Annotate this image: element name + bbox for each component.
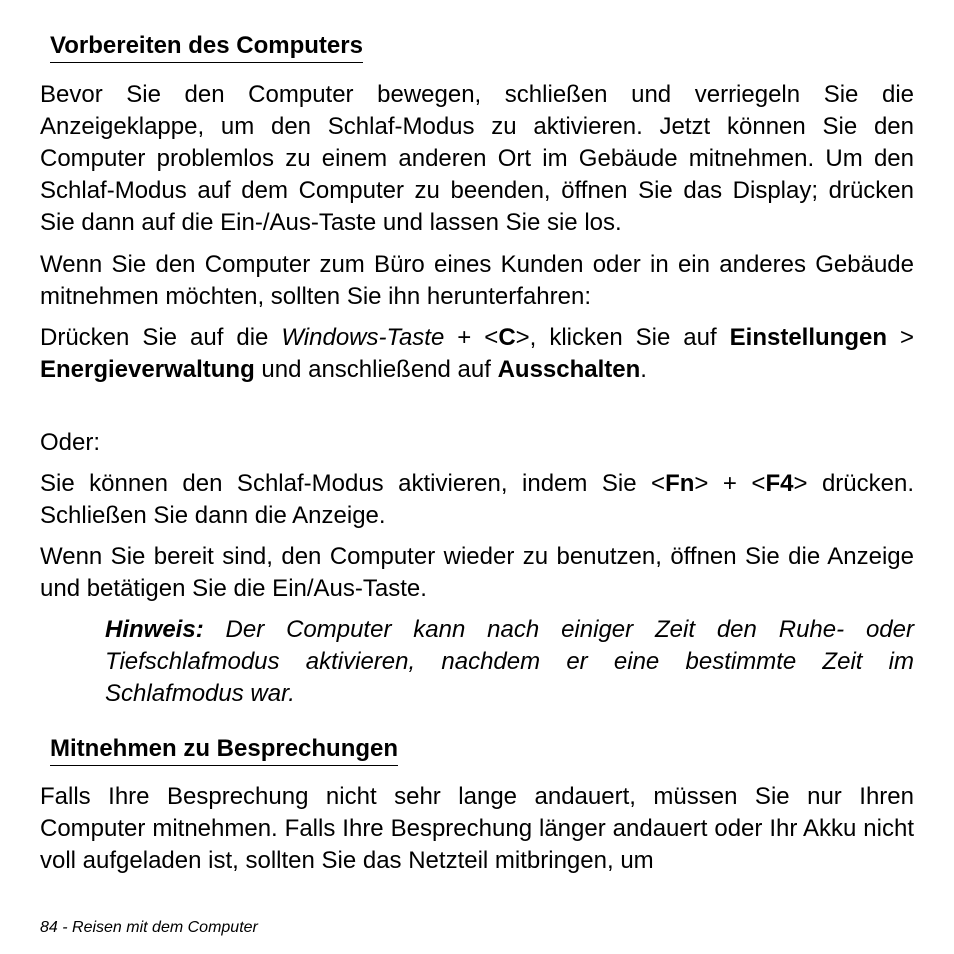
text-fragment: Sie können den Schlaf-Modus aktivieren, indem Sie < [40,470,666,497]
text-fragment: > + < [694,470,766,497]
text-fragment: und anschließend auf [254,356,498,383]
text-fragment: >, klicken Sie auf [515,324,730,351]
text-fragment: > drücken. Schließen Sie dann die Anzeige. [40,470,915,529]
paragraph-meetings: Falls Ihre Besprechung nicht sehr lange andauert, müssen Sie nur Ihren Computer mitnehmen. Falls Ihre Besprechung länger andauert oder Ihr Akku nicht voll aufgeladen ist, sollten Sie das Netzteil mitbringen, um [40,783,914,874]
paragraph-customer-office: Wenn Sie den Computer zum Büro eines Kunden oder in ein anderes Gebäude mitnehmen möchten, sollten Sie ihn herunterfahren: [40,251,914,310]
paragraph-sleep-shortcut [40,468,914,532]
text-fragment: > [887,324,915,351]
settings-label: Einstellungen [729,324,888,351]
shutdown-label: Ausschalten [497,356,641,383]
text-fragment: Drücken Sie auf die [40,324,282,351]
paragraph-oder: Oder: [40,429,101,456]
windows-key-label: Windows-Taste [281,324,445,351]
paragraph-move-computer: Bevor Sie den Computer bewegen, schließen und verriegeln Sie die Anzeigeklappe, um den Schlaf-Modus zu aktivieren. Jetzt können Sie den Computer problemlos zu einem anderen Ort im Gebäude mitnehmen. Um den Schlaf-Modus auf dem Computer zu beenden, öffnen Sie das Display; drücken Sie dann auf die Ein-/Aus-Taste und lassen Sie sie los. [40,81,914,236]
key-c-label: C [498,324,516,351]
text-fragment: + < [444,324,499,351]
text-fragment: . [640,356,647,383]
page-footer: 84 - Reisen mit dem Computer [40,919,258,936]
note-text: Der Computer kann nach einiger Zeit den Ruhe- oder Tiefschlafmodus aktivieren, nachdem er eine bestimmte Zeit im Schlafmodus war. [105,616,914,707]
paragraph-resume: Wenn Sie bereit sind, den Computer wieder zu benutzen, öffnen Sie die Anzeige und betätigen Sie die Ein/Aus-Taste. [40,543,914,602]
section-heading-vorbereiten: Vorbereiten des Computers [50,30,363,63]
section-heading-besprechungen: Mitnehmen zu Besprechungen [50,733,398,766]
note-hinweis [105,614,914,710]
note-label: Hinweis: [105,616,204,643]
key-f4-label: F4 [765,470,794,497]
key-fn-label: Fn [665,470,695,497]
paragraph-shutdown-steps [40,322,914,386]
power-management-label: Energieverwaltung [40,356,255,383]
